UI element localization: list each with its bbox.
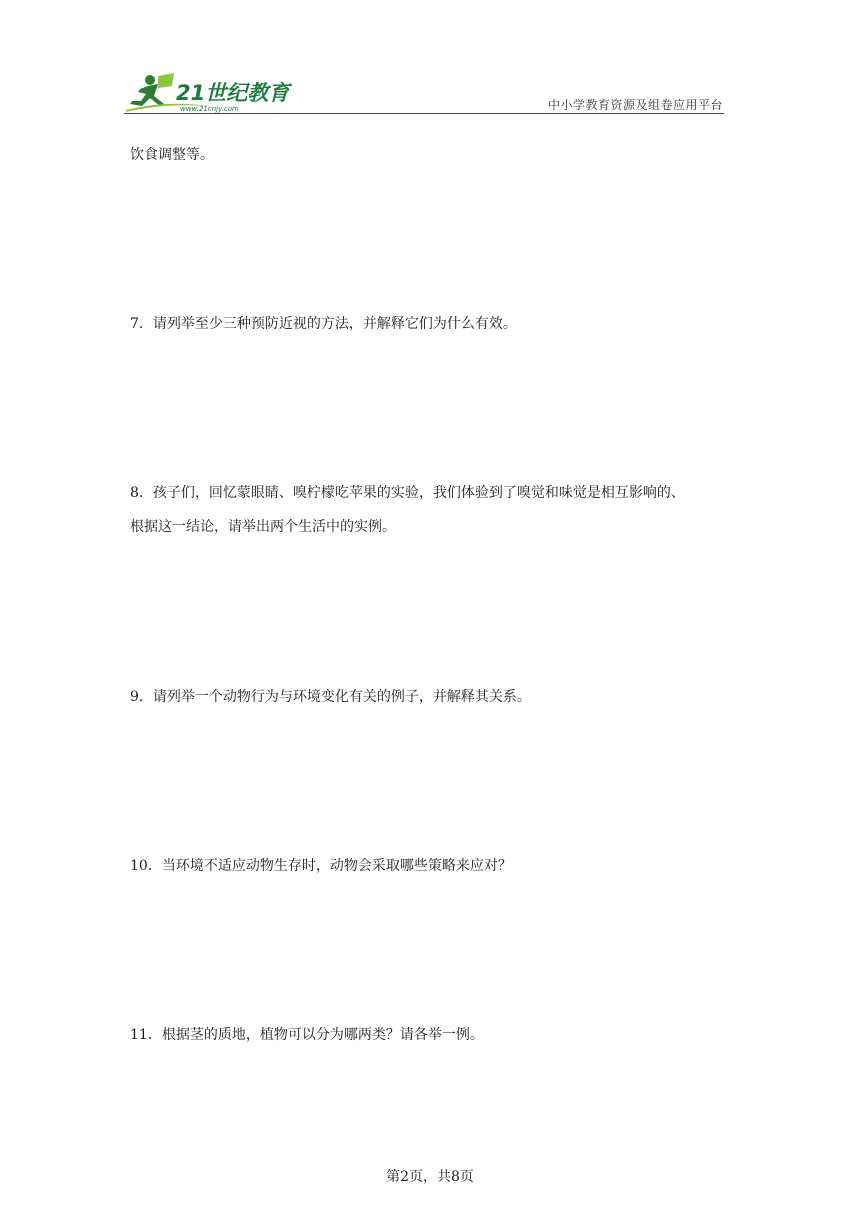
continuation-text: 饮食调整等。	[130, 147, 214, 163]
header-divider	[124, 113, 724, 114]
question-8-line-1: 8．孩子们，回忆蒙眼睛、嗅柠檬吃苹果的实验，我们体验到了嗅觉和味觉是相互影响的、	[130, 485, 685, 501]
question-10: 10．当环境不适应动物生存时，动物会采取哪些策略来应对？	[130, 858, 512, 874]
platform-name: 中小学教育资源及组卷应用平台	[547, 98, 723, 112]
svg-text:www.21cnjy.com: www.21cnjy.com	[180, 105, 239, 113]
page-number: 第2页，共8页	[386, 1169, 474, 1185]
runner-logo-icon	[124, 70, 294, 116]
question-8-line-2: 根据这一结论，请举出两个生活中的实例。	[130, 519, 396, 535]
question-9: 9．请列举一个动物行为与环境变化有关的例子，并解释其关系。	[130, 689, 531, 705]
svg-text:21世纪教育: 21世纪教育	[176, 81, 290, 105]
question-11: 11．根据茎的质地，植物可以分为哪两类？请各举一例。	[130, 1027, 484, 1043]
question-7: 7．请列举至少三种预防近视的方法，并解释它们为什么有效。	[130, 316, 517, 332]
logo	[124, 70, 294, 116]
